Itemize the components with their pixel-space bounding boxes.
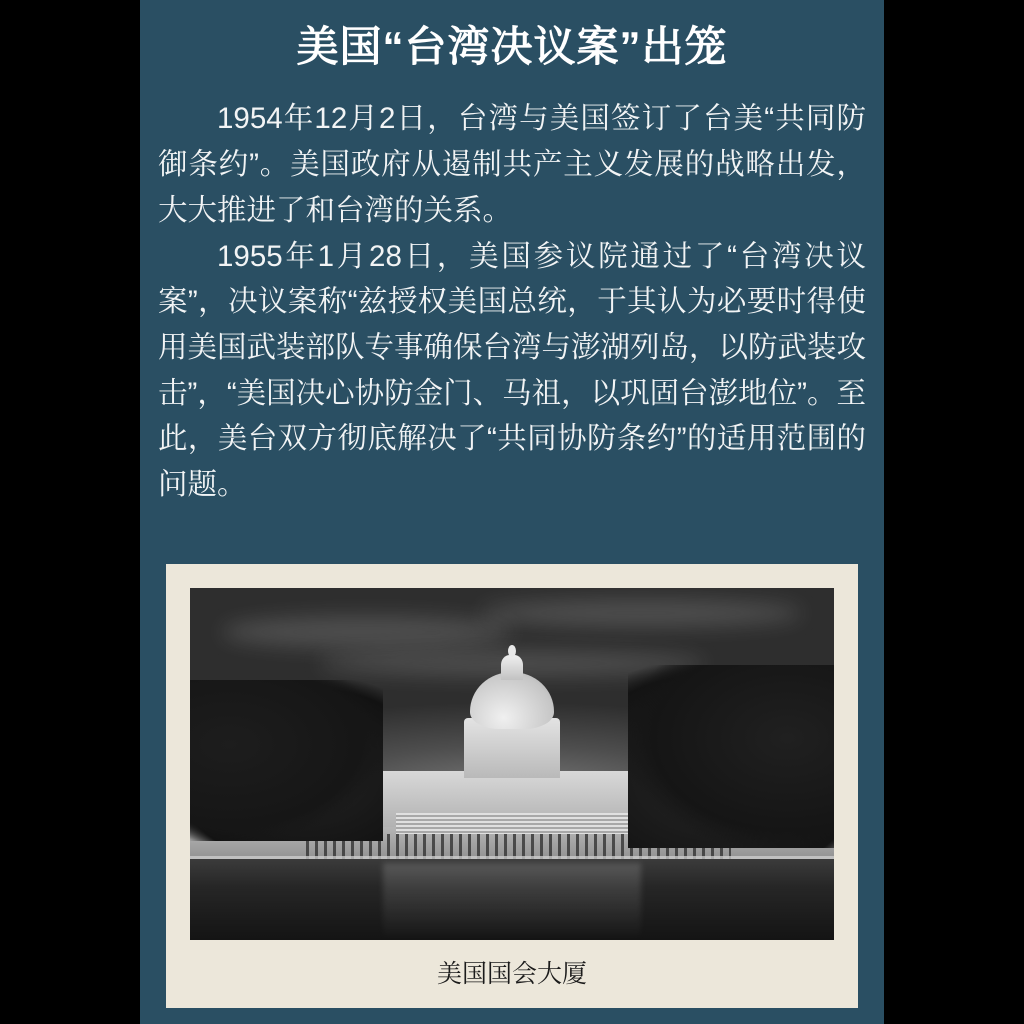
page-title: 美国“台湾决议案”出笼: [296, 23, 728, 70]
photo-tree-right: [628, 665, 834, 848]
article-paragraph-1: 1954年12月2日，台湾与美国签订了台美“共同防御条约”。美国政府从遏制共产主义发展的战略出发，大大推进了和台湾的关系。: [158, 102, 866, 227]
figure-block: [166, 564, 858, 1008]
article-card: [140, 0, 884, 1024]
figure-caption: 美国国会大厦: [436, 960, 587, 988]
photo-reflection: [383, 863, 641, 940]
figure-image-frame: [166, 564, 858, 940]
photo-cloud: [222, 616, 512, 648]
article-body: [140, 72, 884, 507]
photo-statue-of-freedom: [508, 645, 516, 657]
photo-tree-left: [190, 680, 383, 842]
photo-capitol-lantern: [501, 655, 523, 680]
photo-capitol-steps: [396, 813, 628, 834]
photo-cloud: [480, 599, 802, 627]
capitol-photo: [190, 588, 834, 940]
article-paragraph-2: 1955年1月28日，美国参议院通过了“台湾决议案”，决议案称“兹授权美国总统，于其认为必要时得使用美国武装部队专事确保台湾与澎湖列岛，以防武装攻击”，“美国决心协防金门、马祖，以巩固台澎地位”。至此，美台双方彻底解决了“共同协防条约”的适用范围的问题。: [158, 239, 867, 502]
